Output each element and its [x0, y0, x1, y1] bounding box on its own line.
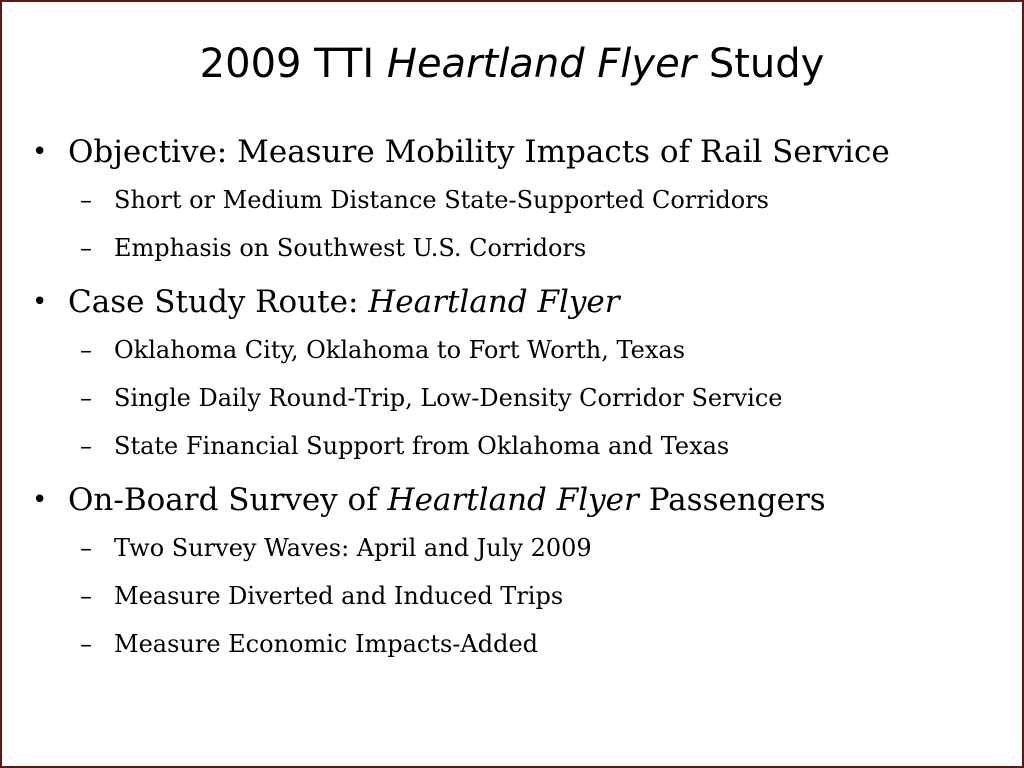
- sub-item: [80, 620, 1022, 668]
- sub-item: [80, 224, 1022, 272]
- bullet-item: [32, 128, 1022, 176]
- sub-marker: –: [80, 384, 92, 412]
- title-prefix: 2009 TTI: [199, 41, 387, 87]
- sub-marker: –: [80, 534, 92, 562]
- sub-item: [80, 176, 1022, 224]
- bullet-text-prefix: On-Board Survey of: [68, 482, 388, 518]
- sub-item: [80, 572, 1022, 620]
- sub-marker: –: [80, 432, 92, 460]
- sub-text: Two Survey Waves: April and July 2009: [114, 534, 592, 562]
- bullet-text-italic: Heartland Flyer: [368, 284, 620, 320]
- bullet-text: Objective: Measure Mobility Impacts of Rail Service: [68, 134, 890, 170]
- bullet-text-italic: Heartland Flyer: [387, 482, 639, 518]
- sub-marker: –: [80, 186, 92, 214]
- bullet-marker: •: [32, 137, 48, 167]
- bullet-marker: •: [32, 485, 48, 515]
- sub-marker: –: [80, 234, 92, 262]
- sub-text: State Financial Support from Oklahoma and Texas: [114, 432, 730, 460]
- sub-text: Measure Diverted and Induced Trips: [114, 582, 564, 610]
- slide-title: [2, 34, 1022, 94]
- sub-item: [80, 326, 1022, 374]
- sub-text: Oklahoma City, Oklahoma to Fort Worth, Texas: [114, 336, 686, 364]
- bullet-list: [2, 128, 1022, 668]
- title-suffix: Study: [696, 41, 825, 87]
- bullet-marker: •: [32, 287, 48, 317]
- bullet-text-prefix: Case Study Route:: [68, 284, 369, 320]
- sub-text: Single Daily Round-Trip, Low-Density Corridor Service: [114, 384, 783, 412]
- sub-text: Emphasis on Southwest U.S. Corridors: [114, 234, 587, 262]
- sub-text: Measure Economic Impacts-Added: [114, 630, 539, 658]
- sub-item: [80, 374, 1022, 422]
- sub-marker: –: [80, 336, 92, 364]
- sub-text: Short or Medium Distance State-Supported Corridors: [114, 186, 769, 214]
- sub-item: [80, 422, 1022, 470]
- bullet-text-suffix: Passengers: [638, 482, 826, 518]
- sub-marker: –: [80, 630, 92, 658]
- bullet-item: [32, 476, 1022, 524]
- title-italic: Heartland Flyer: [386, 41, 697, 87]
- sub-item: [80, 524, 1022, 572]
- bullet-item: [32, 278, 1022, 326]
- sub-marker: –: [80, 582, 92, 610]
